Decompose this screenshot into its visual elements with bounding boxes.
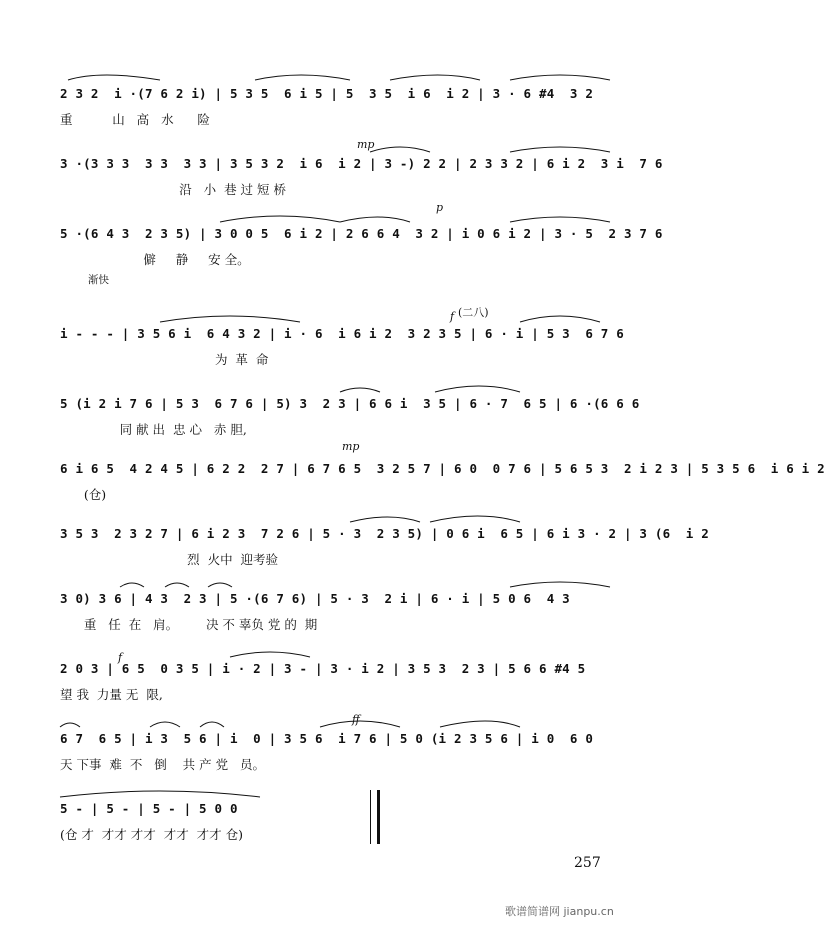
dynamic-ff: ff — [352, 713, 360, 726]
notation-line: 5 ·(6 4 3 2 3 5) | 3 0 0 5 6 i 2 | 2 6 6 4 3 2 | i 0 6 i 2 | 3 · 5 2 3 7 6 — [60, 226, 663, 241]
music-system-8 — [40, 575, 630, 637]
music-system-1 — [40, 70, 630, 132]
lyrics-line: (仓 才 才才 才才 才才 才才 仓) — [60, 827, 244, 842]
dynamic-f: f — [450, 310, 455, 323]
music-system-2 — [40, 140, 663, 202]
music-system-10 — [40, 715, 630, 777]
final-barline — [370, 790, 380, 844]
music-system-11 — [40, 785, 630, 847]
notation-line: 2 3 2 i ·(7 6 2 i) | 5 3 5 6 i 5 | 5 3 5 i 6 i 2 | 3 · 6 #4 3 2 — [60, 86, 594, 101]
music-system-7 — [40, 510, 709, 572]
lyrics-line: 望 我 力量 无 限, — [60, 687, 163, 702]
notation-line: 6 i 6 5 4 2 4 5 | 6 2 2 2 7 | 6 7 6 5 3 2 5 7 | 6 0 0 7 6 | 5 6 5 3 2 i 2 3 | 5 3 5 6 i 6 i 2 — [60, 461, 825, 476]
notation-line: 3 ·(3 3 3 3 3 3 3 | 3 5 3 2 i 6 i 2 | 3 -) 2 2 | 2 3 3 2 | 6 i 2 3 i 7 6 — [60, 156, 663, 171]
lyrics-line: 烈 火中 迎考验 — [60, 552, 279, 567]
notation-line: 2 0 3 | 6 5 0 3 5 | i · 2 | 3 - | 3 · i 2 | 3 5 3 2 3 | 5 6 6 #4 5 — [60, 661, 586, 676]
lyrics-line: (仓) — [60, 487, 107, 502]
music-system-6 — [40, 445, 825, 507]
dynamic-f-2: f — [118, 651, 123, 664]
notation-line: 5 (i 2 i 7 6 | 5 3 6 7 6 | 5) 3 2 3 | 6 6 i 3 5 | 6 · 7 6 5 | 6 ·(6 6 6 — [60, 396, 640, 411]
lyrics-line: 重 山 高 水 险 — [60, 112, 210, 127]
notation-line: 3 5 3 2 3 2 7 | 6 i 2 3 7 2 6 | 5 · 3 2 3 5) | 0 6 i 6 5 | 6 i 3 · 2 | 3 (6 i 2 — [60, 526, 709, 541]
notation-line: 6 7 6 5 | i 3 5 6 | i 0 | 3 5 6 i 7 6 | 5 0 (i 2 3 5 6 | i 0 6 0 — [60, 731, 594, 746]
notation-line: 5 - | 5 - | 5 - | 5 0 0 — [60, 801, 238, 816]
notation-line: i - - - | 3 5 6 i 6 4 3 2 | i · 6 i 6 i 2 3 2 3 5 | 6 · i | 5 3 6 7 6 — [60, 326, 624, 341]
dynamic-p: p — [436, 201, 444, 214]
watermark: 歌谱简谱网 jianpu.cn — [505, 905, 614, 918]
lyrics-line: 重 任 在 肩。 决 不 辜负 党 的 期 — [60, 617, 318, 632]
music-system-5 — [40, 380, 640, 442]
music-system-3 — [40, 210, 663, 272]
lyrics-line: 同 献 出 忠 心 赤 胆, — [60, 422, 247, 437]
dynamic-mp-1: mp — [357, 138, 375, 151]
lyrics-line: 僻 静 安 全。 — [60, 252, 250, 267]
tempo-marking: 渐快 — [88, 274, 109, 286]
section-marking: (二八) — [458, 306, 489, 319]
lyrics-line: 为 革 命 — [60, 352, 269, 367]
lyrics-line: 天 下事 难 不 倒 共 产 党 员。 — [60, 757, 266, 772]
music-system-9 — [40, 645, 630, 707]
notation-line: 3 0) 3 6 | 4 3 2 3 | 5 ·(6 7 6) | 5 · 3 2 i | 6 · i | 5 0 6 4 3 — [60, 591, 570, 606]
music-system-4 — [40, 310, 630, 372]
page-number: 257 — [574, 855, 601, 871]
lyrics-line: 沿 小 巷 过 短 桥 — [60, 182, 286, 197]
dynamic-mp-2: mp — [342, 440, 360, 453]
